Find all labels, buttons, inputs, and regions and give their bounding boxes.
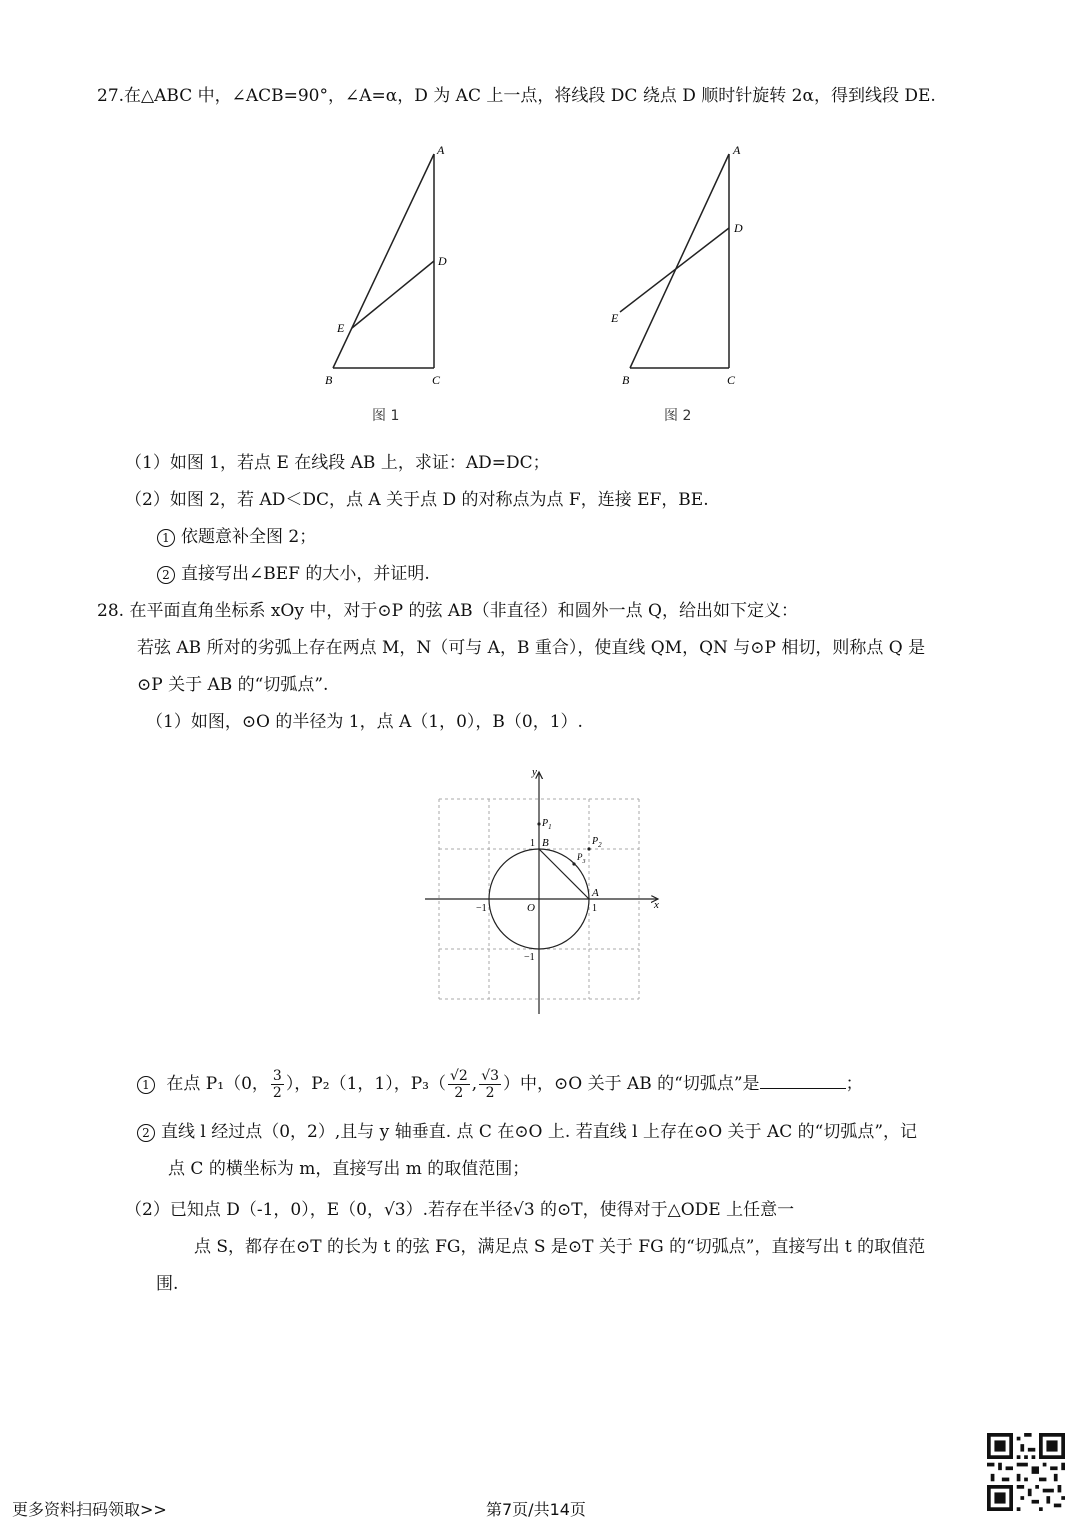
graph-origin: O (527, 902, 535, 914)
q27-sub2-text: 直接写出∠BEF 的大小，并证明. (181, 564, 430, 584)
graph-label-p2: $P_2$ (592, 836, 602, 849)
circled-two-icon: 2 (137, 1124, 155, 1142)
graph-y-label: y (532, 766, 537, 778)
graph-tick-y-neg: −1 (524, 952, 535, 963)
fig2-label-b: B (622, 373, 630, 387)
graph-label-p1: $P_1$ (542, 818, 552, 831)
q28-sub2-line2: 点 C 的横坐标为 m，直接写出 m 的取值范围； (168, 1159, 530, 1179)
q28-part1: （1）如图，⊙O 的半径为 1，点 A（1，0），B（0，1）. (146, 712, 583, 732)
q28-sub1-post: ）中，⊙O 关于 AB 的“切弧点”是 (503, 1074, 760, 1094)
q28-stem: 28. 在平面直角坐标系 xOy 中，对于⊙P 的弦 AB（非直径）和圆外一点 Q，给出如下定义： (97, 601, 798, 621)
figure-1 (310, 140, 470, 395)
fig1-label-e: E (337, 321, 345, 335)
graph-tick-x-pos: 1 (592, 903, 597, 914)
q27-part1: （1）如图 1，若点 E 在线段 AB 上，求证：AD=DC； (125, 453, 550, 473)
q28-def1: 若弦 AB 所对的劣弧上存在两点 M，N（可与 A，B 重合），使直线 QM，QN 与⊙P 相切，则称点 Q 是 (137, 638, 926, 658)
graph-label-b: B (542, 837, 549, 849)
q28-def2: ⊙P 关于 AB 的“切弧点”. (137, 675, 329, 695)
coordinate-graph (420, 762, 670, 1017)
graph-x-label: x (654, 899, 659, 911)
q28-sub2-text1: 直线 l 经过点（0，2）,且与 y 轴垂直. 点 C 在⊙O 上. 若直线 l 上存在⊙O 关于 AC 的“切弧点”，记 (161, 1122, 918, 1142)
q27-part2: （2）如图 2，若 AD＜DC，点 A 关于点 D 的对称点为点 F，连接 EF，BE. (125, 490, 709, 510)
q28-sub1: 1 在点 P₁（0， $\frac{3}{2}$ ），P₂（1，1），P₃（ $\frac{√2}{2}$ , $\frac{√3}{2}$ ）中，⊙O 关于 AB 的“切弧点”是 ； (137, 1064, 863, 1104)
footer-more-link[interactable]: 更多资料扫码领取>> (12, 1500, 167, 1519)
circled-two-icon: 2 (157, 566, 175, 584)
fig1-label-b: B (325, 373, 333, 387)
q27-sub1-text: 依题意补全图 2； (181, 527, 317, 547)
fig2-label-c: C (727, 373, 736, 387)
q28-part2-line2: 点 S，都存在⊙T 的长为 t 的弦 FG，满足点 S 是⊙T 关于 FG 的“切弧点”，直接写出 t 的取值范 (194, 1237, 926, 1257)
answer-blank[interactable] (760, 1072, 846, 1089)
circled-one-icon: 1 (137, 1076, 155, 1094)
q28-sub1-mid: ），P₂（1，1），P₃（ (285, 1074, 446, 1094)
page-number: 第7页/共14页 (486, 1500, 586, 1519)
fraction-root3-2: $\frac{√3}{2}$ (481, 1068, 500, 1101)
fraction-3-2: $\frac{3}{2}$ (272, 1068, 282, 1101)
fraction-root2-2: $\frac{√2}{2}$ (449, 1068, 468, 1101)
q28-part2-line1: （2）已知点 D（-1，0），E（0，√3）.若存在半径√3 的⊙T，使得对于△ODE 上任意一 (125, 1200, 795, 1220)
circled-one-icon: 1 (157, 529, 175, 547)
q27-sub2 (157, 562, 430, 586)
fig1-label-c: C (432, 373, 441, 387)
fig2-label-a: A (733, 143, 741, 157)
q28-sub2-line1 (137, 1120, 917, 1144)
qr-code-icon[interactable] (987, 1433, 1065, 1511)
graph-label-p3: $P_3$ (577, 852, 586, 865)
q28-part2-line3: 围. (156, 1274, 179, 1294)
fig1-label-d: D (438, 254, 447, 268)
fig2-label-e: E (611, 311, 619, 325)
fig2-caption: 图 2 (664, 408, 692, 424)
graph-tick-y-pos: 1 (530, 838, 535, 849)
figure-2 (600, 140, 760, 395)
q27-sub1 (157, 525, 316, 549)
graph-tick-x-neg: −1 (476, 903, 487, 914)
graph-label-a: A (592, 887, 599, 899)
fig1-label-a: A (437, 143, 445, 157)
fig2-label-d: D (734, 221, 743, 235)
q28-sub1-pre: 在点 P₁（0， (166, 1074, 269, 1094)
fig1-caption: 图 1 (372, 408, 400, 424)
q27-stem: 27.在△ABC 中，∠ACB=90°，∠A=α，D 为 AC 上一点，将线段 DC 绕点 D 顺时针旋转 2α，得到线段 DE. (97, 86, 936, 106)
